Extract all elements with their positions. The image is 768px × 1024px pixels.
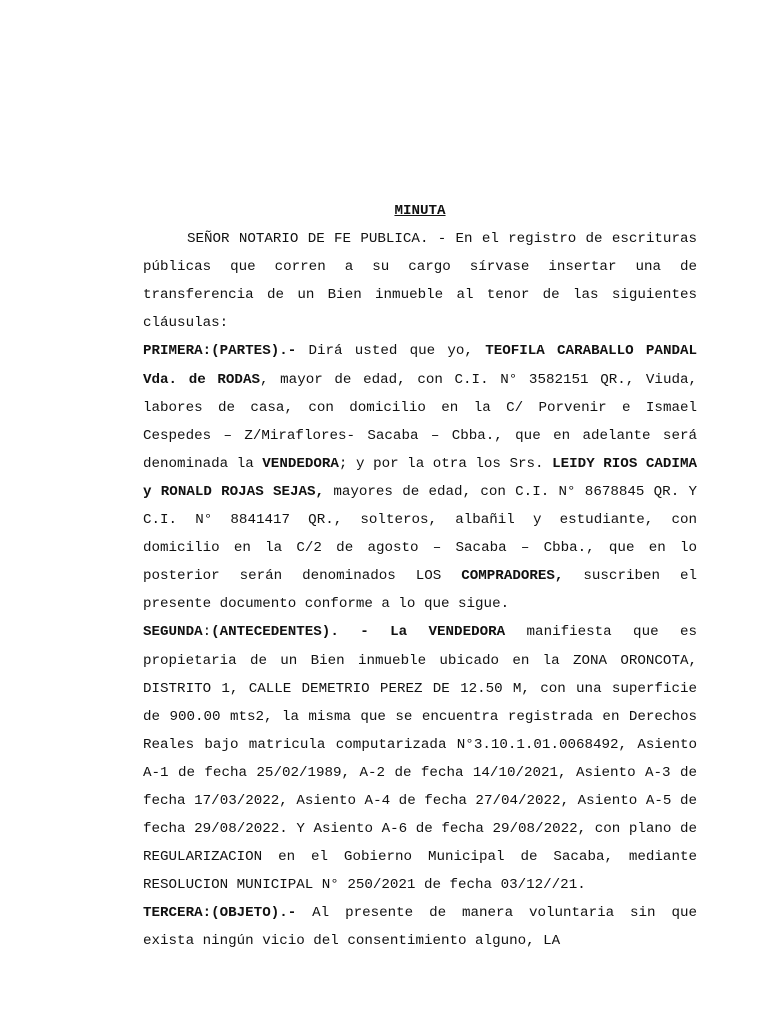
clause-tercera: [143, 899, 697, 955]
clause-segunda-text: manifiesta que es propietaria de un Bien inmueble ubicado en la ZONA ORONCOTA, DISTRITO 1, CALLE DEMETRIO PEREZ DE 12.50 M, con una superficie de 900.00 mts2, la misma que se encuentra registrada en Derechos Reales bajo matricula computarizada N°3.10.1.01.0068492, Asiento A-1 de fecha 25/02/1989, A-2 de fecha 14/10/2021, Asiento A-3 de fecha 17/03/2022, Asiento A-4 de fecha 27/04/2022, Asiento A-5 de fecha 29/08/2022. Y Asiento A-6 de fecha 29/08/2022, con plano de REGULARIZACION en el Gobierno Municipal de Sacaba, mediante RESOLUCION MUNICIPAL N° 250/2021 de fecha 03/12//21.: [143, 624, 698, 894]
seller-name: TEOFILA CARABALLO PANDAL Vda. de RODAS: [143, 343, 698, 388]
clause-segunda-heading: SEGUNDA: [143, 624, 203, 641]
vendedora-term: VENDEDORA: [262, 455, 339, 472]
compradores-term: COMPRADORES,: [461, 568, 564, 585]
clause-tercera-heading: TERCERA:(OBJETO).-: [143, 905, 297, 922]
clause-segunda-heading-2: (ANTECEDENTES). - La VENDEDORA: [211, 624, 506, 641]
clause-primera-text-4: mayores de edad, con C.I. N° 8678845 QR. Y C.I. N° 8841417 QR., solteros, albañil y estudiante, con domicilio en la C/2 de agosto – Sacaba – Cbba., que en lo posterior serán denominados LOS: [143, 483, 697, 585]
clause-primera-text-5: suscriben el presente documento conforme a lo que sigue.: [143, 568, 697, 613]
clause-primera-heading: PRIMERA:(PARTES).-: [143, 343, 297, 360]
intro-paragraph: SEÑOR NOTARIO DE FE PUBLICA. - En el registro de escrituras públicas que corren a su cargo sírvase insertar una de transferencia de un Bien inmueble al tenor de las siguientes cláusulas:: [143, 231, 697, 332]
document-page: [143, 197, 697, 956]
document-title: MINUTA: [394, 203, 446, 219]
buyers-names: LEIDY RIOS CADIMA y RONALD ROJAS SEJAS,: [143, 455, 697, 500]
clause-segunda: [143, 618, 697, 899]
clause-primera-text-2: , mayor de edad, con C.I. N° 3582151 QR., Viuda, labores de casa, con domicilio en la C/ Porvenir e Ismael Cespedes – Z/Miraflores- Sacaba – Cbba., que en adelante será denominada la: [143, 371, 697, 472]
clause-segunda-colon: :: [202, 624, 212, 641]
clause-primera-text-3: ; y por la otra los Srs.: [338, 455, 553, 472]
clause-primera-text-1: Dirá usted que yo,: [296, 343, 486, 360]
clause-primera: [143, 337, 697, 618]
clause-tercera-text: Al presente de manera voluntaria sin que exista ningún vicio del consentimiento alguno, LA: [143, 905, 697, 950]
